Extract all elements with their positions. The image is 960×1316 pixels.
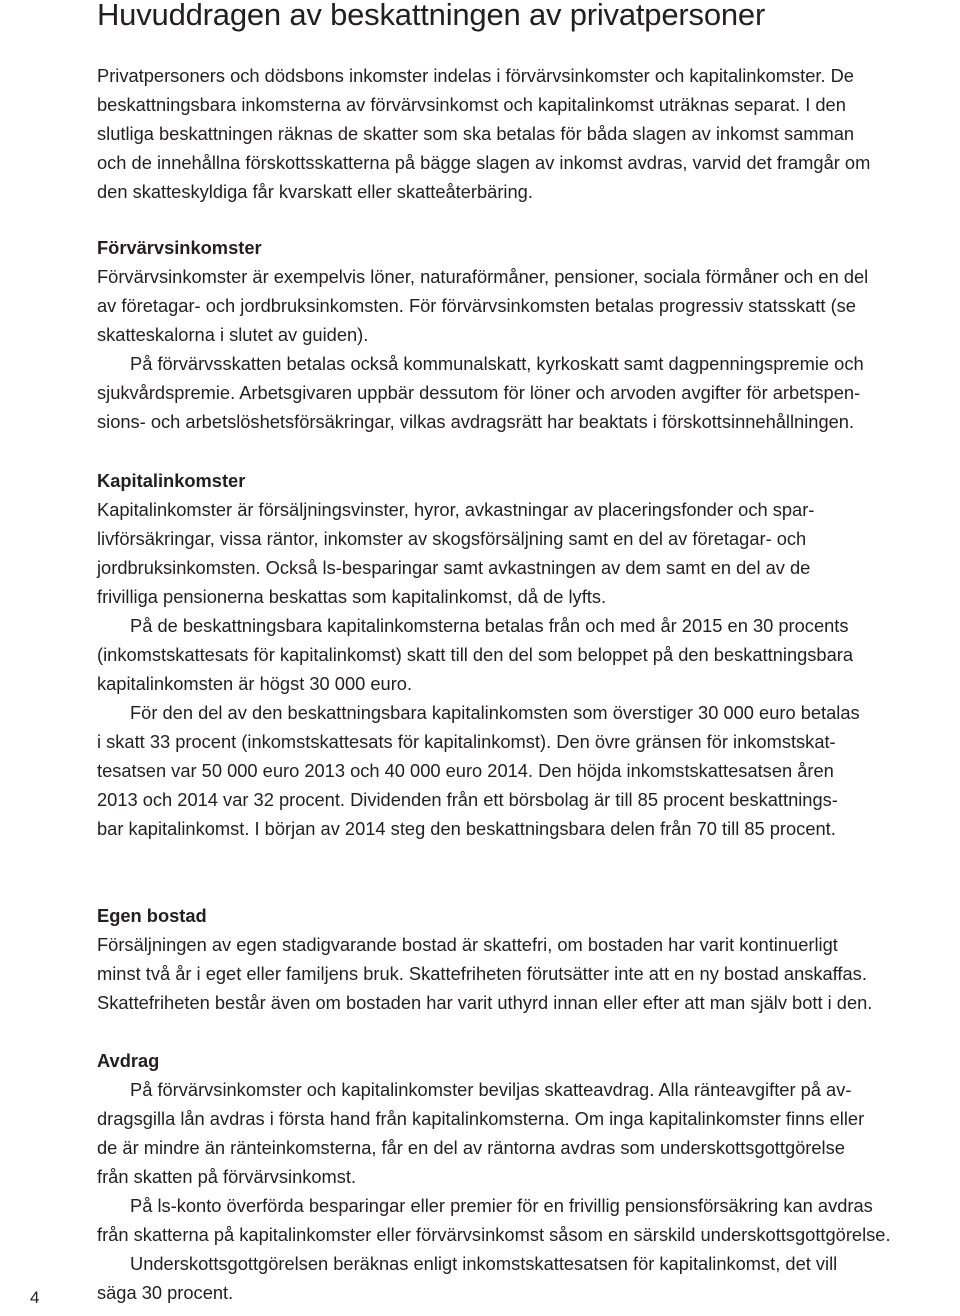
body-line: Försäljningen av egen stadigvarande bostad är skattefri, om bostaden har varit kontinuerligt xyxy=(97,934,838,955)
body-line: av företagar- och jordbruksinkomsten. För förvärvsinkomsten betalas progressiv statsskatt (se xyxy=(97,295,856,316)
intro-line: och de innehållna förskottsskatterna på bägge slagen av inkomst avdras, varvid det framgår om xyxy=(97,152,871,173)
body-line: sions- och arbetslöshetsförsäkringar, vilkas avdragsrätt har beaktats i förskottsinnehållningen. xyxy=(97,411,855,432)
body-line: Förvärvsinkomster är exempelvis löner, naturaförmåner, pensioner, sociala förmåner och en del xyxy=(97,266,869,287)
body-line: livförsäkringar, vissa räntor, inkomster av skogsförsäljning samt en del av företagar- och xyxy=(97,528,807,549)
section-avdrag xyxy=(97,1046,947,1307)
section-heading: Kapitalinkomster xyxy=(97,470,246,491)
body-line: från skatten på förvärvsinkomst. xyxy=(97,1166,357,1187)
intro-line: den skatteskyldiga får kvarskatt eller skatteåterbäring. xyxy=(97,181,533,202)
intro-line: beskattningsbara inkomsterna av förvärvsinkomst och kapitalinkomst uträknas separat. I den xyxy=(97,94,846,115)
body-line: frivilliga pensionerna beskattas som kapitalinkomst, då de lyfts. xyxy=(97,586,607,607)
body-line: dragsgilla lån avdras i första hand från kapitalinkomsterna. Om inga kapitalinkomster finns eller xyxy=(97,1108,865,1129)
body-line: minst två år i eget eller familjens bruk. Skattefriheten förutsätter inte att en ny bostad anskaffas. xyxy=(97,963,867,984)
body-line: På de beskattningsbara kapitalinkomsterna betalas från och med år 2015 en 30 procents xyxy=(130,615,849,636)
body-line: 2013 och 2014 var 32 procent. Dividenden från ett börsbolag är till 85 procent beskattnings- xyxy=(97,789,838,810)
body-line: (inkomstskattesats för kapitalinkomst) skatt till den del som beloppet på den beskattningsbara xyxy=(97,644,854,665)
body-line: bar kapitalinkomst. I början av 2014 steg den beskattningsbara delen från 70 till 85 procent. xyxy=(97,818,836,839)
body-line: tesatsen var 50 000 euro 2013 och 40 000 euro 2014. Den höjda inkomstskattesatsen åren xyxy=(97,760,834,781)
section-heading: Egen bostad xyxy=(97,905,207,926)
body-line: Underskottsgottgörelsen beräknas enligt inkomstskattesatsen för kapitalinkomst, det vill xyxy=(130,1253,838,1274)
body-line: Kapitalinkomster är försäljningsvinster, hyror, avkastningar av placeringsfonder och spar- xyxy=(97,499,815,520)
section-egen-bostad xyxy=(97,901,947,1017)
body-line: På ls-konto överförda besparingar eller premier för en frivillig pensionsförsäkring kan avdras xyxy=(130,1195,873,1216)
intro-paragraph xyxy=(97,61,947,206)
page-title: Huvuddragen av beskattningen av privatpersoner xyxy=(97,0,766,32)
body-line: från skatterna på kapitalinkomster eller förvärvsinkomst såsom en särskild underskottsgottgörelse. xyxy=(97,1224,891,1245)
section-heading: Avdrag xyxy=(97,1050,160,1071)
body-line: För den del av den beskattningsbara kapitalinkomsten som överstiger 30 000 euro betalas xyxy=(130,702,860,723)
body-line: På förvärvsskatten betalas också kommunalskatt, kyrkoskatt samt dagpenningspremie och xyxy=(130,353,864,374)
page-number: 4 xyxy=(30,1288,40,1307)
intro-line: slutliga beskattningen räknas de skatter som ska betalas för båda slagen av inkomst samman xyxy=(97,123,855,144)
body-line: i skatt 33 procent (inkomstskattesats för kapitalinkomst). Den övre gränsen för inkomstskat- xyxy=(97,731,836,752)
intro-line: Privatpersoners och dödsbons inkomster indelas i förvärvsinkomster och kapitalinkomster. De xyxy=(97,65,854,86)
section-heading: Förvärvsinkomster xyxy=(97,237,262,258)
body-line: På förvärvsinkomster och kapitalinkomster beviljas skatteavdrag. Alla ränteavgifter på av- xyxy=(130,1079,852,1100)
body-line: säga 30 procent. xyxy=(97,1282,234,1303)
body-line: sjukvårdspremie. Arbetsgivaren uppbär dessutom för löner och arvoden avgifter för arbetspen- xyxy=(97,382,861,403)
body-line: kapitalinkomsten är högst 30 000 euro. xyxy=(97,673,413,694)
section-forvarvsinkomster xyxy=(97,233,947,436)
body-line: de är mindre än ränteinkomsterna, får en del av räntorna avdras som underskottsgottgörelse xyxy=(97,1137,845,1158)
section-kapitalinkomster xyxy=(97,466,947,843)
body-line: skatteskalorna i slutet av guiden). xyxy=(97,324,369,345)
body-line: jordbruksinkomsten. Också ls-besparingar samt avkastningen av dem samt en del av de xyxy=(97,557,811,578)
body-line: Skattefriheten består även om bostaden har varit uthyrd innan eller efter att man själv bott i den. xyxy=(97,992,873,1013)
